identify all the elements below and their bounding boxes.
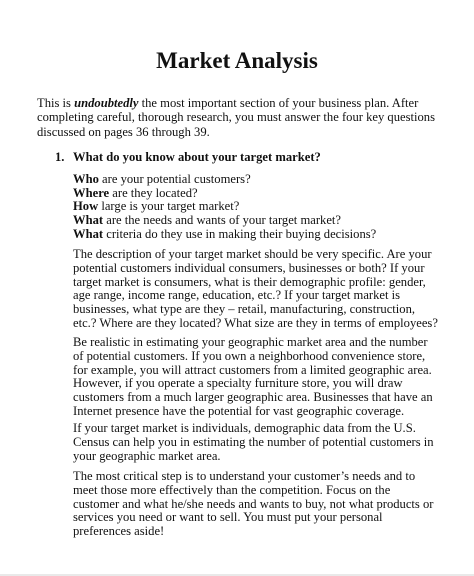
sub-question-what-needs	[73, 214, 376, 228]
body-paragraph-target-market: The description of your target market should be very specific. Are your potential customers individual consumers, businesses or both? If your target market is consumers, what is their demographic profile: gender, age range, income range, education, etc.? If your target market is businesses, what type are they – retail, manufacturing, construction, etc.? Where are they located? What size are they in terms of employees?	[73, 247, 438, 330]
body-paragraph-customer-needs: The most critical step is to understand your customer’s needs and to meet those more effectively than the competition. Focus on the customer and what he/she needs and wants to buy, not what products or services you need or want to sell. You must put your personal preferences aside!	[73, 469, 434, 539]
sub-question-lead: Where	[73, 185, 110, 200]
sub-question-text: large is your target market?	[98, 199, 240, 214]
sub-question-text: are they located?	[109, 185, 198, 200]
page-title: Market Analysis	[156, 48, 318, 73]
sub-question-text: criteria do they use in making their buying decisions?	[103, 226, 377, 241]
body-paragraph-census: If your target market is individuals, demographic data from the U.S. Census can help you in estimating the number of potential customers in your geographic market area.	[73, 421, 434, 463]
sub-question-lead: Who	[73, 172, 99, 186]
sub-question-who	[73, 173, 376, 187]
sub-question-lead: How	[73, 199, 99, 214]
question-heading	[55, 150, 321, 164]
sub-question-text: are the needs and wants of your target market?	[103, 213, 341, 228]
intro-text-start: This is	[37, 96, 75, 110]
sub-question-what-criteria	[73, 228, 376, 242]
intro-emphasis: undoubtedly	[74, 96, 139, 110]
sub-question-where	[73, 187, 376, 201]
sub-question-text: are your potential customers?	[98, 172, 251, 186]
question-text: What do you know about your target market?	[73, 150, 321, 164]
sub-question-list	[73, 173, 376, 242]
sub-question-lead: What	[73, 226, 104, 241]
sub-question-lead: What	[73, 213, 104, 228]
sub-question-how	[73, 200, 376, 214]
question-number: 1.	[55, 150, 65, 164]
body-paragraph-geographic-area: Be realistic in estimating your geographic market area and the number of potential customers. If you own a neighborhood convenience store, for example, you will attract customers from a limited geographic area. However, if you operate a specialty furniture store, you will draw customers from a much larger geographic area. Businesses that have an Internet presence have the potential for vast geographic coverage.	[73, 335, 433, 418]
intro-paragraph	[37, 96, 439, 139]
intro-text-end: the most important section of your business plan. After completing careful, thorough research, you must answer the four key questions discussed on pages 36 through 39.	[37, 96, 435, 139]
